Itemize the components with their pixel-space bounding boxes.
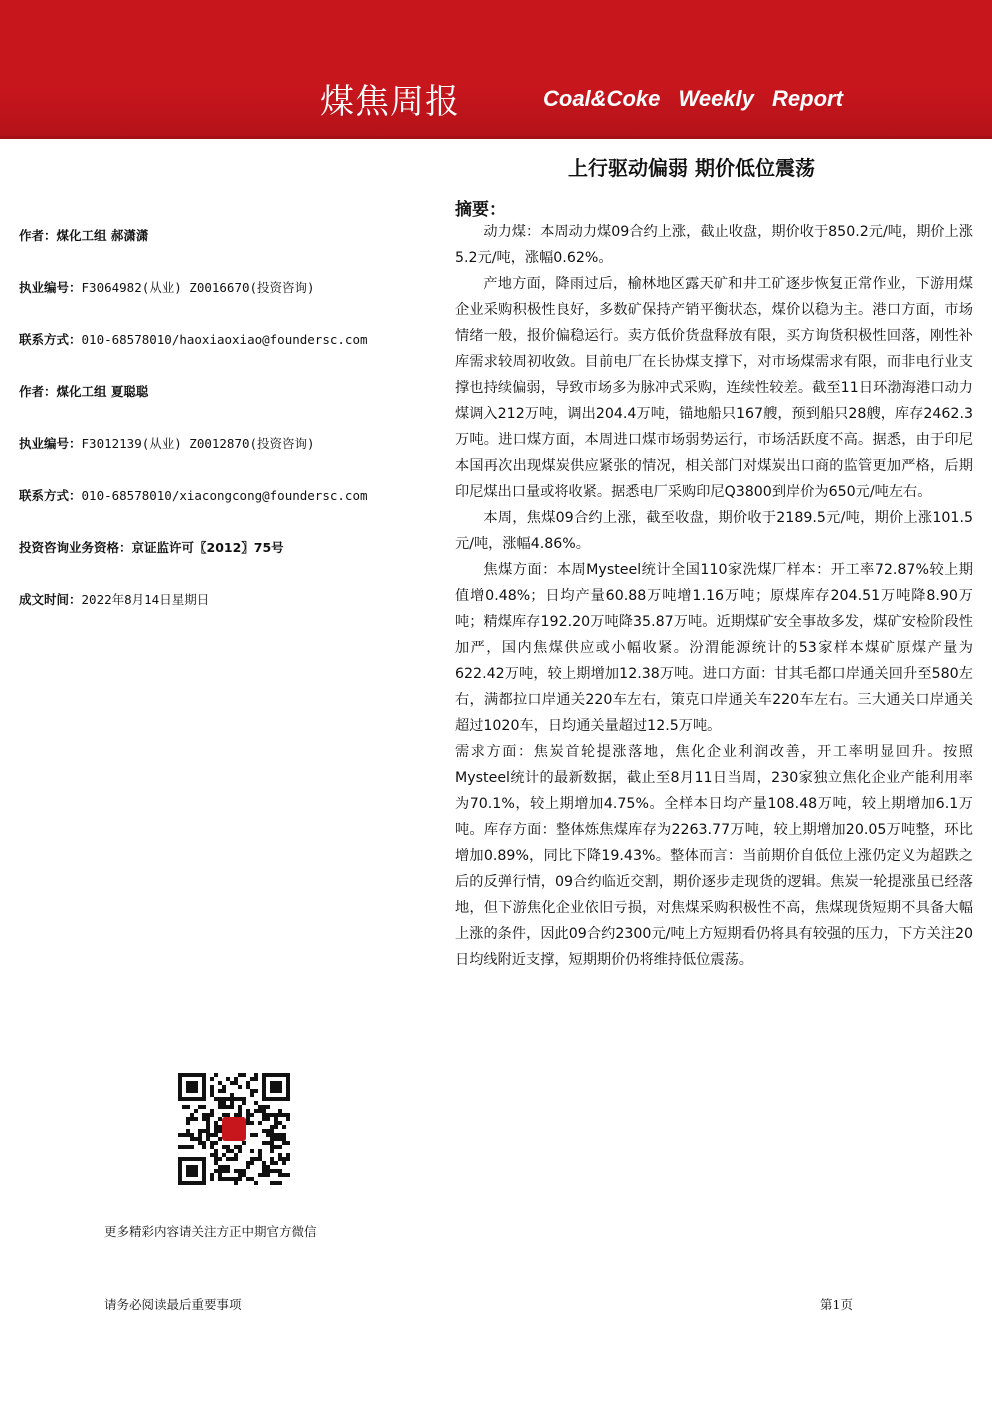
license-number-1: 执业编号：F3064982(从业) Z0016670(投资咨询) [19,280,315,295]
paragraph: 动力煤：本周动力煤09合约上涨，截止收盘，期价收于850.2元/吨，期价上涨5.2元/吨，涨幅0.62%。 [455,224,973,266]
report-title-en: Coal&Coke Weekly Report [543,86,843,111]
contact-2: 联系方式：010-68578010/xiacongcong@foundersc.com [19,488,368,503]
publish-date: 成文时间：2022年8月14日星期日 [19,592,210,607]
qr-code [178,1073,290,1185]
report-title-cn: 煤焦周报 [320,82,460,122]
summary-heading: 摘要： [455,200,506,220]
qr-caption: 更多精彩内容请关注方正中期官方微信 [104,1224,317,1239]
header-divider [0,136,992,139]
qualification: 投资咨询业务资格：京证监许可〖2012〗75号 [19,540,284,555]
header-banner [0,0,992,138]
paragraph: 需求方面：焦炭首轮提涨落地，焦化企业利润改善，开工率明显回升。按照Mysteel统计的最新数据，截止至8月11日当周，230家独立焦化企业产能利用率为70.1%，较上期增加4.75%。全样本日均产量108.48万吨，较上期增加6.1万吨。库存方面：整体炼焦煤库存为2263.77万吨，较上期增加20.05万吨整，环比增加0.89%，同比下降19.43%。整体而言：当前期价自低位上涨仍定义为超跌之后的反弹行情，09合约临近交割，期价逐步走现货的逻辑。焦炭一轮提涨虽已经落地，但下游焦化企业依旧亏损，对焦煤采购积极性不高，焦煤现货短期不具备大幅上涨的条件，因此09合约2300元/吨上方短期看仍将具有较强的压力，下方关注20日均线附近支撑，短期期价仍将维持低位震荡。 [455,744,973,968]
headline: 上行驱动偏弱 期价低位震荡 [568,156,815,180]
page-number: 第1页 [820,1297,853,1312]
paragraph: 产地方面，降雨过后，榆林地区露天矿和井工矿逐步恢复正常作业，下游用煤企业采购积极性良好，多数矿保持产销平衡状态，煤价以稳为主。港口方面，市场情绪一般，报价偏稳运行。卖方低价货盘释放有限，买方询货积极性回落，刚性补库需求较周初收敛。目前电厂在长协煤支撑下，对市场煤需求有限，而非电行业支撑也持续偏弱，导致市场多为脉冲式采购，连续性较差。截至11日环渤海港口动力煤调入212万吨，调出204.4万吨，锚地船只167艘，预到船只28艘，库存2462.3万吨。进口煤方面，本周进口煤市场弱势运行，市场活跃度不高。据悉，由于印尼本国再次出现煤炭供应紧张的情况，相关部门对煤炭出口商的监管更加严格，后期印尼煤出口量或将收紧。据悉电厂采购印尼Q3800到岸价为650元/吨左右。 [455,276,973,500]
contact-1: 联系方式：010-68578010/haoxiaoxiao@foundersc.com [19,332,368,347]
author-2: 作者：煤化工组 夏聪聪 [19,384,149,399]
footer-notice: 请务必阅读最后重要事项 [104,1297,242,1312]
paragraph: 本周，焦煤09合约上涨，截至收盘，期价收于2189.5元/吨，期价上涨101.5元/吨，涨幅4.86%。 [455,510,973,552]
summary-body [455,219,973,973]
paragraph: 焦煤方面：本周Mysteel统计全国110家洗煤厂样本：开工率72.87%较上期值增0.48%；日均产量60.88万吨增1.16万吨；原煤库存204.51万吨降8.90万吨；精煤库存192.20万吨降35.87万吨。近期煤矿安全事故多发，煤矿安检阶段性加严，国内焦煤供应或小幅收紧。汾渭能源统计的53家样本煤矿原煤产量为622.42万吨，较上期增加12.38万吨。进口方面：甘其毛都口岸通关回升至580左右，满都拉口岸通关220车左右，策克口岸通关车220车左右。三大通关口岸通关超过1020车，日均通关量超过12.5万吨。 [455,562,973,734]
license-number-2: 执业编号：F3012139(从业) Z0012870(投资咨询) [19,436,315,451]
author-1: 作者：煤化工组 郝潇潇 [19,228,149,243]
